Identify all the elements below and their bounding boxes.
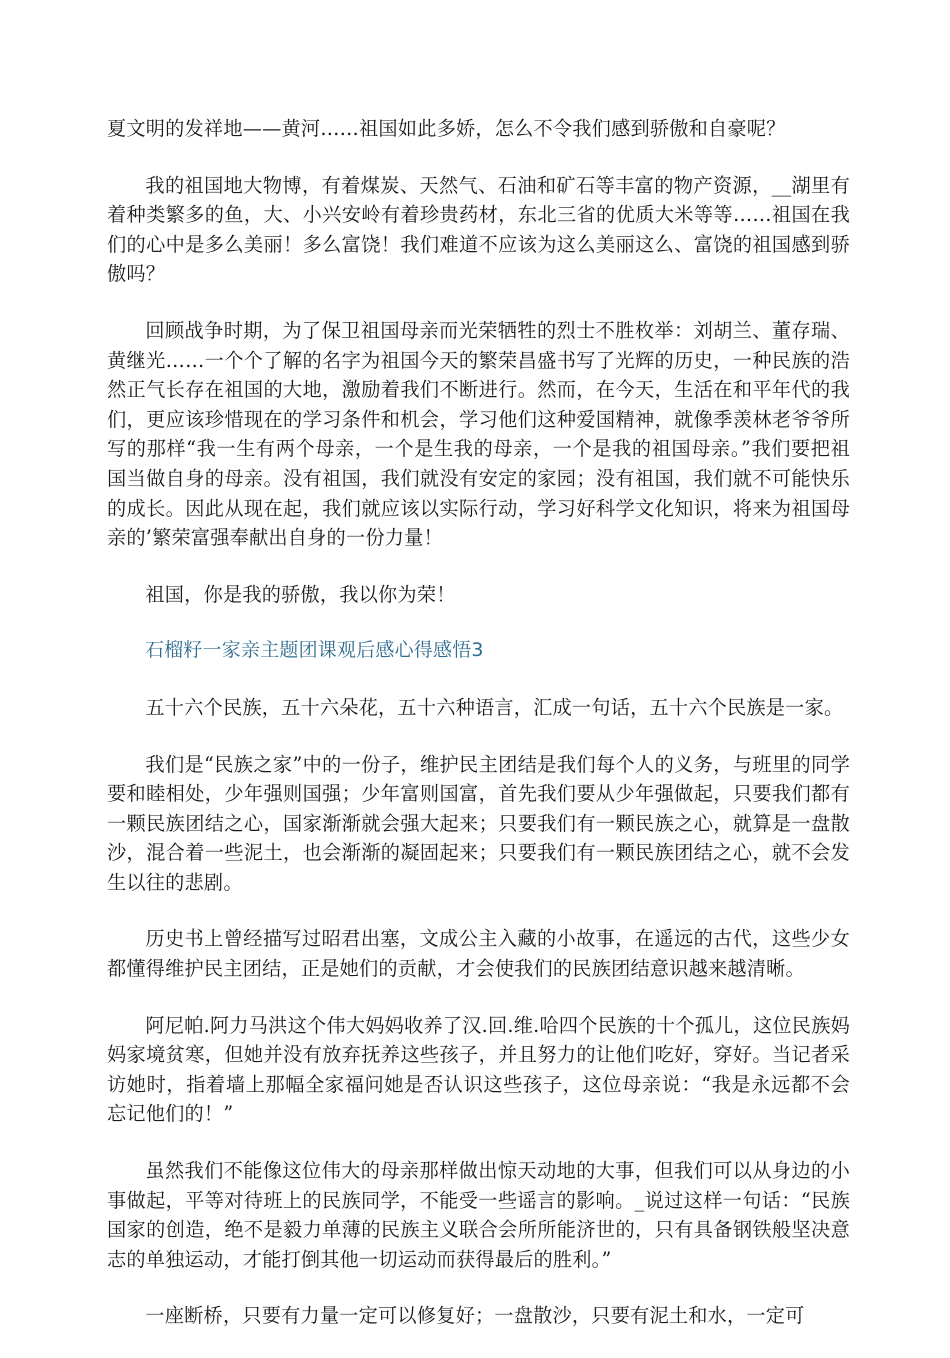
- paragraph-small-things: 虽然我们不能像这位伟大的母亲那样做出惊天动地的大事，但我们可以从身边的小事做起，平等对待班上的民族同学，不能受一些谣言的影响。_说过这样一句话：“民族国家的创造，绝不是毅力单薄的民族主义联合会所所能济世的，只有具备钢铁般坚决意志的单独运动，才能打倒其他一切运动而获得最后的胜利。”: [107, 1159, 850, 1271]
- paragraph-anipa: 阿尼帕.阿力马洪这个伟大妈妈收养了汉.回.维.哈四个民族的十个孤儿，这位民族妈妈家境贫寒，但她并没有放弃抚养这些孩子，并且努力的让他们吃好，穿好。当记者采访她时，指着墙上那幅全家福问她是否认识这些孩子，这位母亲说：“我是永远都不会忘记他们的！”: [107, 1013, 850, 1126]
- paragraph-pride: 祖国，你是我的骄傲，我以你为荣！: [145, 582, 456, 606]
- paragraph-history-book: 历史书上曾经描写过昭君出塞，文成公主入藏的小故事，在遥远的古代，这些少女都懂得维护民主团结，正是她们的贡献，才会使我们的民族团结意识越来越清晰。: [107, 927, 850, 981]
- document-body: [107, 114, 850, 1358]
- paragraph-resources: 我的祖国地大物博，有着煤炭、天然气、石油和矿石等丰富的物产资源，__湖里有着种类繁多的鱼，大、小兴安岭有着珍贵药材，东北三省的优质大米等等……祖国在我们的心中是多么美丽！多么富饶！我们难道不应该为这么美丽这么、富饶的祖国感到骄傲吗？: [107, 173, 850, 286]
- paragraph-56-nations: 五十六个民族，五十六朵花，五十六种语言，汇成一句话，五十六个民族是一家。: [145, 695, 844, 719]
- paragraph-national-family: 我们是“民族之家”中的一份子，维护民主团结是我们每个人的义务，与班里的同学要和睦相处，少年强则国强；少年富则国富，首先我们要从少年强做起，只要我们都有一颗民族团结之心，国家渐渐就会强大起来；只要我们有一颗民族之心，就算是一盘散沙，混合着一些泥土，也会渐渐的凝固起来；只要我们有一颗民族团结之心，就不会发生以往的悲剧。: [107, 752, 850, 894]
- section-heading: 石榴籽一家亲主题团课观后感心得感悟3: [145, 639, 484, 662]
- paragraph-broken-bridge: 一座断桥，只要有力量一定可以修复好；一盘散沙，只要有泥土和水，一定可: [145, 1304, 805, 1328]
- paragraph-continuation: 夏文明的发祥地——黄河……祖国如此多娇，怎么不令我们感到骄傲和自豪呢？: [107, 117, 786, 140]
- paragraph-history: 回顾战争时期，为了保卫祖国母亲而光荣牺牲的烈士不胜枚举：刘胡兰、董存瑞、黄继光……一个个了解的名字为祖国今天的繁荣昌盛书写了光辉的历史，一种民族的浩然正气长存在祖国的大地，激励着我们不断进行。然而，在今天，生活在和平年代的我们，更应该珍惜现在的学习条件和机会，学习他们这种爱国精神，就像季羡林老爷爷所写的那样“我一生有两个母亲，一个是生我的母亲，一个是我的祖国母亲。”我们要把祖国当做自身的母亲。没有祖国，我们就没有安定的家园；没有祖国，我们就不可能快乐的成长。因此从现在起，我们就应该以实际行动，学习好科学文化知识，将来为祖国母亲的’繁荣富强奉献出自身的一份力量！: [107, 318, 850, 550]
